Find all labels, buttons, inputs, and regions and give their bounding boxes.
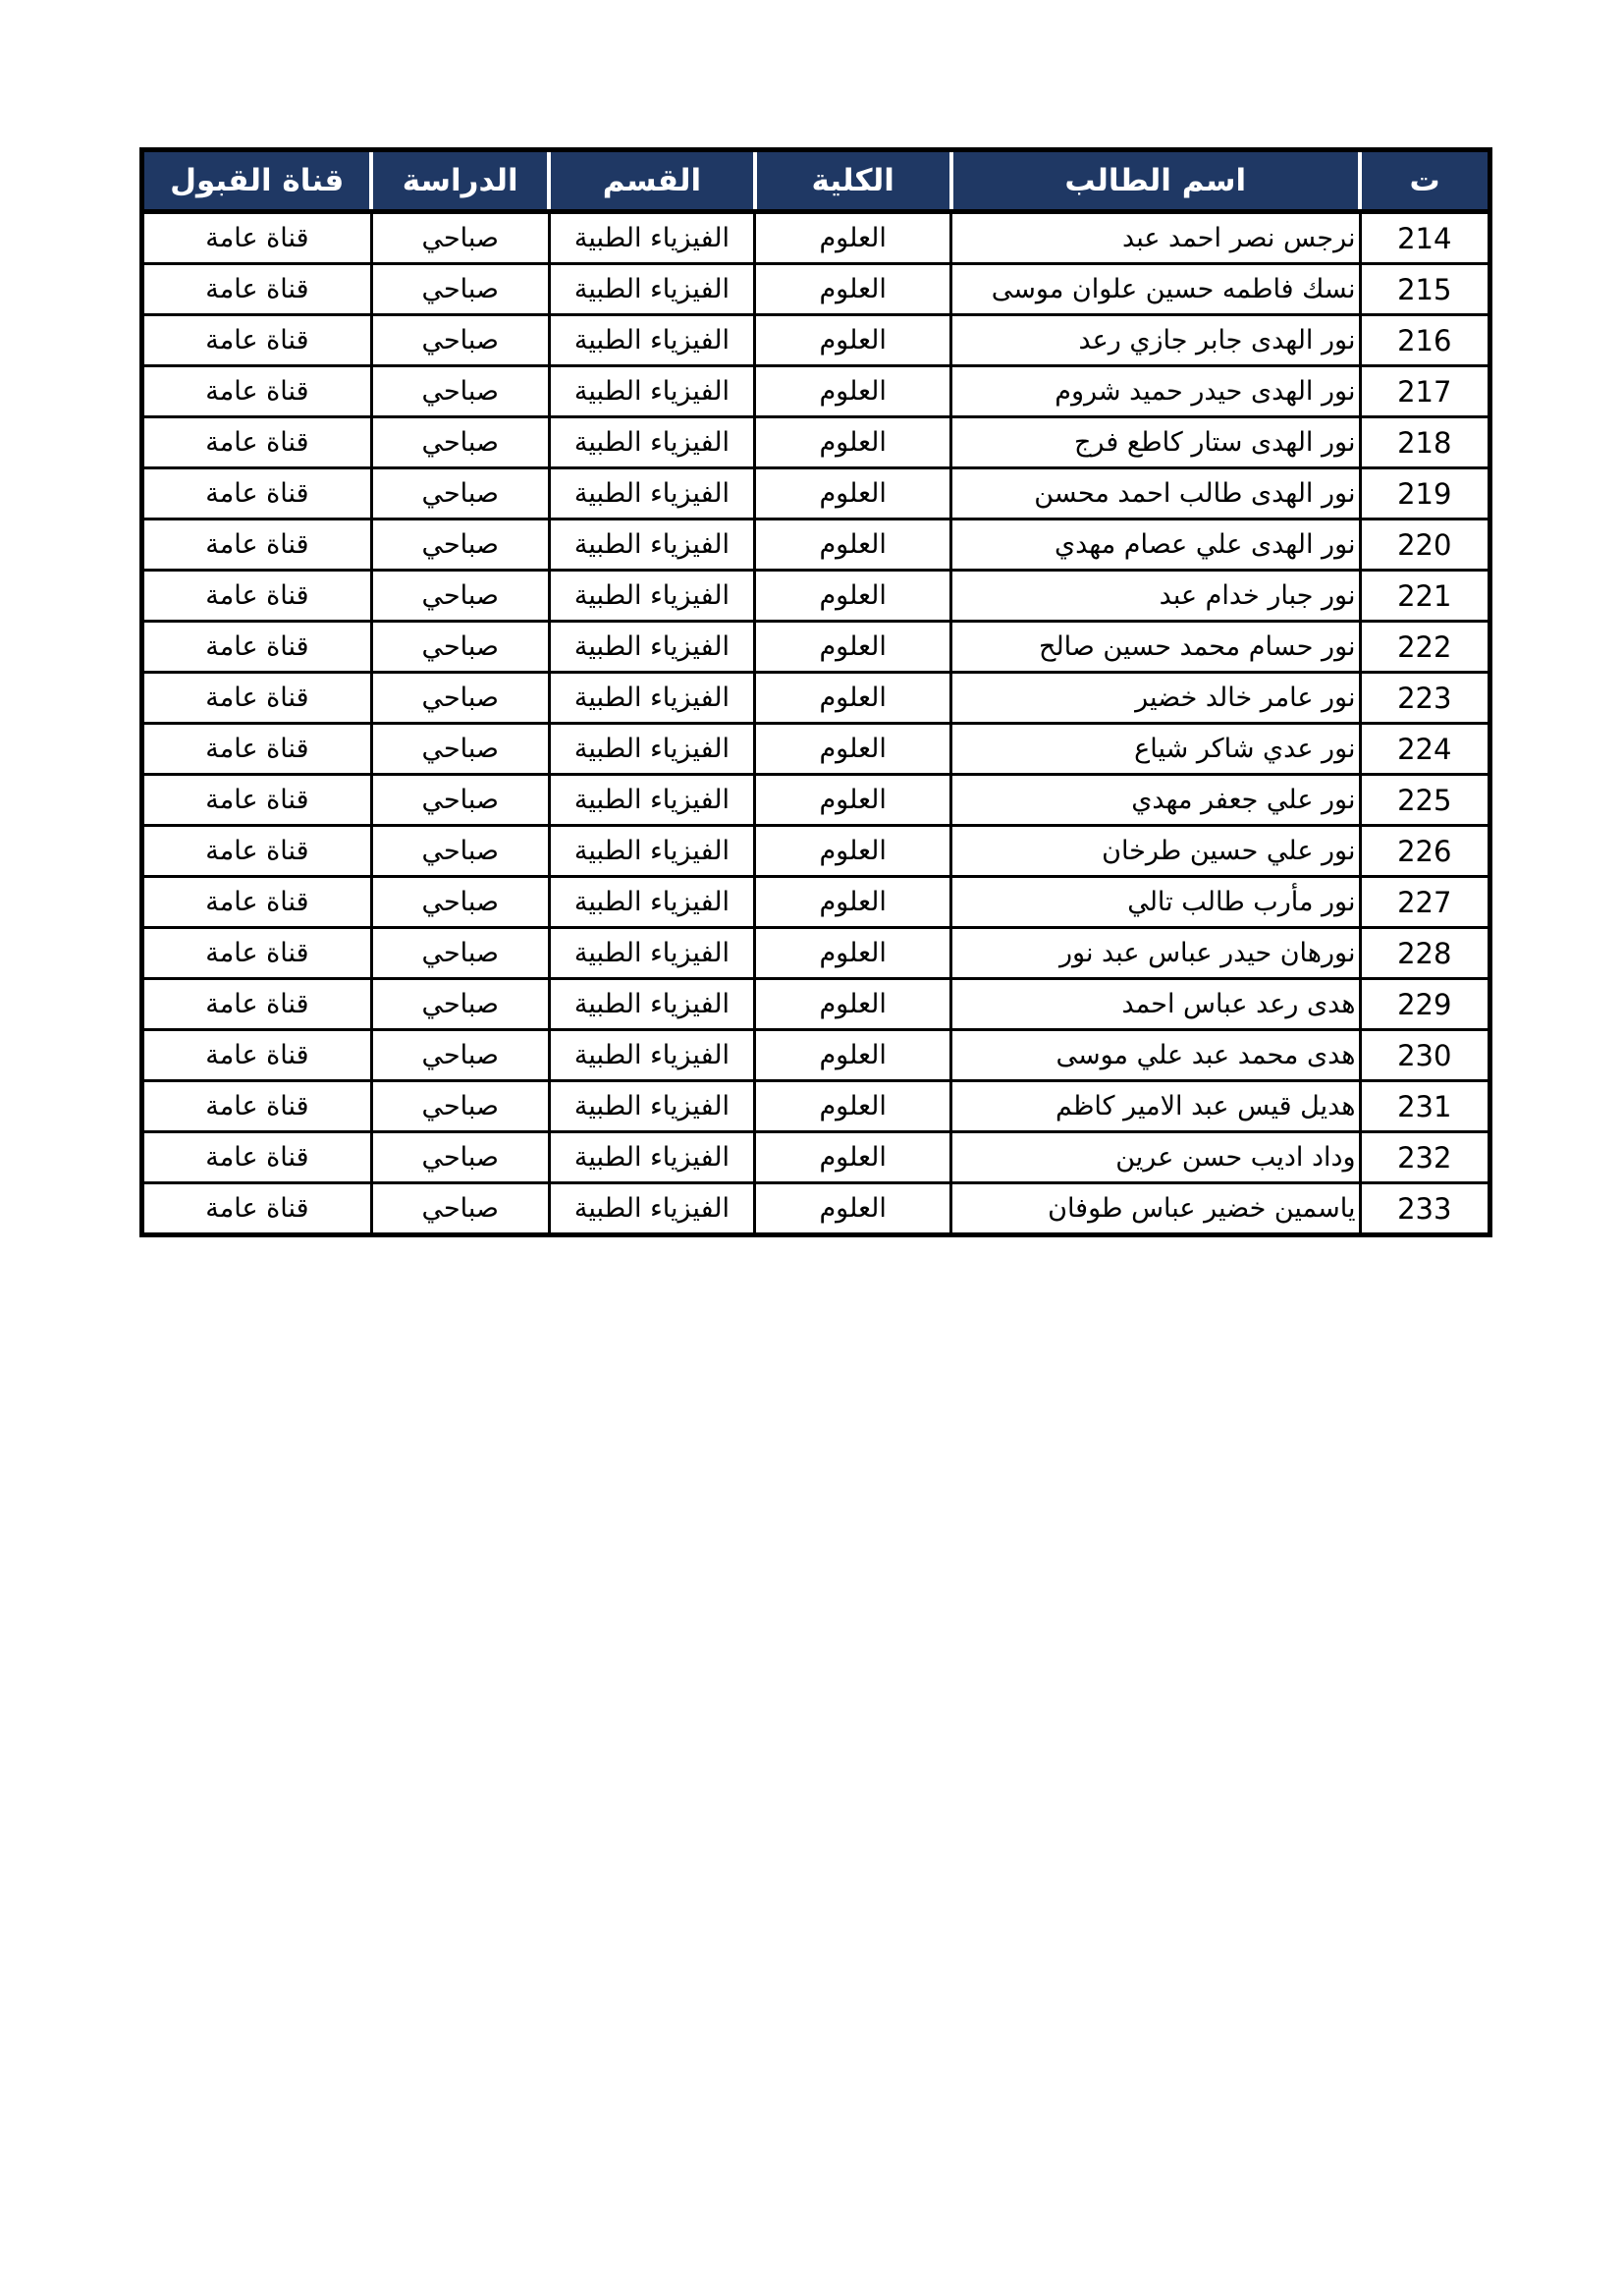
table-row [142, 315, 1490, 366]
cell-student-name: نور الهدى حيدر حميد شروم [951, 366, 1361, 417]
cell-admission-channel: قناة عامة [142, 571, 372, 622]
student-list-table-container [139, 147, 1492, 1237]
column-header-college: الكلية [755, 150, 951, 212]
cell-no: 215 [1360, 264, 1489, 315]
cell-student-name: نور مأرب طالب تالي [951, 877, 1361, 928]
table-row [142, 673, 1490, 724]
cell-college: العلوم [755, 366, 951, 417]
cell-admission-channel: قناة عامة [142, 264, 372, 315]
cell-college: العلوم [755, 315, 951, 366]
cell-study-type: صباحي [371, 775, 549, 826]
cell-student-name: نور الهدى طالب احمد محسن [951, 468, 1361, 519]
table-row [142, 1081, 1490, 1132]
table-row [142, 928, 1490, 979]
cell-college: العلوم [755, 212, 951, 264]
cell-study-type: صباحي [371, 468, 549, 519]
cell-admission-channel: قناة عامة [142, 622, 372, 673]
table-row [142, 979, 1490, 1030]
cell-no: 232 [1360, 1132, 1489, 1183]
cell-college: العلوم [755, 264, 951, 315]
cell-student-name: نورهان حيدر عباس عبد نور [951, 928, 1361, 979]
cell-department: الفيزياء الطبية [549, 1030, 755, 1081]
cell-study-type: صباحي [371, 315, 549, 366]
cell-department: الفيزياء الطبية [549, 519, 755, 571]
cell-no: 224 [1360, 724, 1489, 775]
cell-admission-channel: قناة عامة [142, 417, 372, 468]
cell-no: 214 [1360, 212, 1489, 264]
cell-study-type: صباحي [371, 264, 549, 315]
cell-student-name: نور علي حسين طرخان [951, 826, 1361, 877]
cell-college: العلوم [755, 1081, 951, 1132]
table-row [142, 212, 1490, 264]
cell-admission-channel: قناة عامة [142, 315, 372, 366]
cell-no: 227 [1360, 877, 1489, 928]
table-row [142, 1132, 1490, 1183]
table-row [142, 826, 1490, 877]
cell-no: 225 [1360, 775, 1489, 826]
cell-student-name: نور الهدى علي عصام مهدي [951, 519, 1361, 571]
cell-admission-channel: قناة عامة [142, 979, 372, 1030]
cell-no: 231 [1360, 1081, 1489, 1132]
cell-student-name: هدى محمد عبد علي موسى [951, 1030, 1361, 1081]
table-row [142, 1030, 1490, 1081]
table-row [142, 622, 1490, 673]
cell-study-type: صباحي [371, 366, 549, 417]
cell-study-type: صباحي [371, 979, 549, 1030]
cell-study-type: صباحي [371, 1081, 549, 1132]
cell-college: العلوم [755, 1132, 951, 1183]
cell-no: 216 [1360, 315, 1489, 366]
table-row [142, 877, 1490, 928]
cell-admission-channel: قناة عامة [142, 673, 372, 724]
student-table-body [142, 212, 1490, 1235]
column-header-no: ت [1360, 150, 1489, 212]
cell-college: العلوم [755, 877, 951, 928]
cell-student-name: هديل قيس عبد الامير كاظم [951, 1081, 1361, 1132]
cell-college: العلوم [755, 673, 951, 724]
cell-college: العلوم [755, 1183, 951, 1235]
cell-study-type: صباحي [371, 417, 549, 468]
table-row [142, 468, 1490, 519]
cell-admission-channel: قناة عامة [142, 1030, 372, 1081]
cell-no: 222 [1360, 622, 1489, 673]
cell-department: الفيزياء الطبية [549, 724, 755, 775]
cell-study-type: صباحي [371, 877, 549, 928]
cell-department: الفيزياء الطبية [549, 264, 755, 315]
cell-department: الفيزياء الطبية [549, 212, 755, 264]
cell-college: العلوم [755, 1030, 951, 1081]
cell-student-name: نور الهدى جابر جازي رعد [951, 315, 1361, 366]
cell-admission-channel: قناة عامة [142, 1132, 372, 1183]
cell-no: 229 [1360, 979, 1489, 1030]
cell-no: 220 [1360, 519, 1489, 571]
cell-student-name: نسك فاطمه حسين علوان موسى [951, 264, 1361, 315]
cell-department: الفيزياء الطبية [549, 571, 755, 622]
cell-department: الفيزياء الطبية [549, 622, 755, 673]
cell-college: العلوم [755, 979, 951, 1030]
cell-study-type: صباحي [371, 1030, 549, 1081]
cell-admission-channel: قناة عامة [142, 928, 372, 979]
column-header-name: اسم الطالب [951, 150, 1361, 212]
cell-study-type: صباحي [371, 928, 549, 979]
cell-college: العلوم [755, 928, 951, 979]
cell-student-name: هدى رعد عباس احمد [951, 979, 1361, 1030]
cell-no: 226 [1360, 826, 1489, 877]
table-row [142, 264, 1490, 315]
column-header-study: الدراسة [371, 150, 549, 212]
table-row [142, 417, 1490, 468]
cell-college: العلوم [755, 571, 951, 622]
cell-study-type: صباحي [371, 212, 549, 264]
table-header-row [142, 150, 1490, 212]
cell-student-name: نور علي جعفر مهدي [951, 775, 1361, 826]
cell-study-type: صباحي [371, 519, 549, 571]
cell-student-name: ياسمين خضير عباس طوفان [951, 1183, 1361, 1235]
table-row [142, 1183, 1490, 1235]
cell-department: الفيزياء الطبية [549, 468, 755, 519]
cell-study-type: صباحي [371, 673, 549, 724]
table-row [142, 775, 1490, 826]
cell-department: الفيزياء الطبية [549, 1132, 755, 1183]
table-row [142, 724, 1490, 775]
cell-student-name: نرجس نصر احمد عبد [951, 212, 1361, 264]
cell-department: الفيزياء الطبية [549, 366, 755, 417]
cell-college: العلوم [755, 417, 951, 468]
cell-college: العلوم [755, 826, 951, 877]
cell-admission-channel: قناة عامة [142, 212, 372, 264]
cell-admission-channel: قناة عامة [142, 468, 372, 519]
cell-department: الفيزياء الطبية [549, 1183, 755, 1235]
cell-college: العلوم [755, 519, 951, 571]
cell-department: الفيزياء الطبية [549, 928, 755, 979]
cell-student-name: نور عدي شاكر شياع [951, 724, 1361, 775]
cell-student-name: نور جبار خدام عبد [951, 571, 1361, 622]
cell-admission-channel: قناة عامة [142, 826, 372, 877]
table-row [142, 571, 1490, 622]
cell-department: الفيزياء الطبية [549, 877, 755, 928]
student-list-table [139, 147, 1492, 1237]
cell-admission-channel: قناة عامة [142, 1081, 372, 1132]
cell-study-type: صباحي [371, 724, 549, 775]
cell-department: الفيزياء الطبية [549, 417, 755, 468]
cell-department: الفيزياء الطبية [549, 673, 755, 724]
cell-college: العلوم [755, 724, 951, 775]
cell-department: الفيزياء الطبية [549, 1081, 755, 1132]
cell-student-name: وداد اديب حسن عرين [951, 1132, 1361, 1183]
cell-no: 217 [1360, 366, 1489, 417]
column-header-channel: قناة القبول [142, 150, 372, 212]
cell-study-type: صباحي [371, 826, 549, 877]
cell-college: العلوم [755, 468, 951, 519]
cell-study-type: صباحي [371, 622, 549, 673]
cell-study-type: صباحي [371, 1132, 549, 1183]
cell-department: الفيزياء الطبية [549, 775, 755, 826]
cell-student-name: نور الهدى ستار كاطع فرج [951, 417, 1361, 468]
cell-no: 230 [1360, 1030, 1489, 1081]
cell-no: 219 [1360, 468, 1489, 519]
cell-admission-channel: قناة عامة [142, 366, 372, 417]
cell-no: 233 [1360, 1183, 1489, 1235]
cell-study-type: صباحي [371, 571, 549, 622]
cell-college: العلوم [755, 775, 951, 826]
cell-student-name: نور حسام محمد حسين صالح [951, 622, 1361, 673]
cell-no: 218 [1360, 417, 1489, 468]
cell-admission-channel: قناة عامة [142, 1183, 372, 1235]
cell-no: 221 [1360, 571, 1489, 622]
cell-department: الفيزياء الطبية [549, 826, 755, 877]
cell-admission-channel: قناة عامة [142, 519, 372, 571]
cell-admission-channel: قناة عامة [142, 724, 372, 775]
column-header-dept: القسم [549, 150, 755, 212]
cell-department: الفيزياء الطبية [549, 979, 755, 1030]
cell-student-name: نور عامر خالد خضير [951, 673, 1361, 724]
cell-college: العلوم [755, 622, 951, 673]
table-row [142, 519, 1490, 571]
cell-no: 228 [1360, 928, 1489, 979]
cell-admission-channel: قناة عامة [142, 775, 372, 826]
cell-no: 223 [1360, 673, 1489, 724]
cell-admission-channel: قناة عامة [142, 877, 372, 928]
cell-department: الفيزياء الطبية [549, 315, 755, 366]
cell-study-type: صباحي [371, 1183, 549, 1235]
table-row [142, 366, 1490, 417]
